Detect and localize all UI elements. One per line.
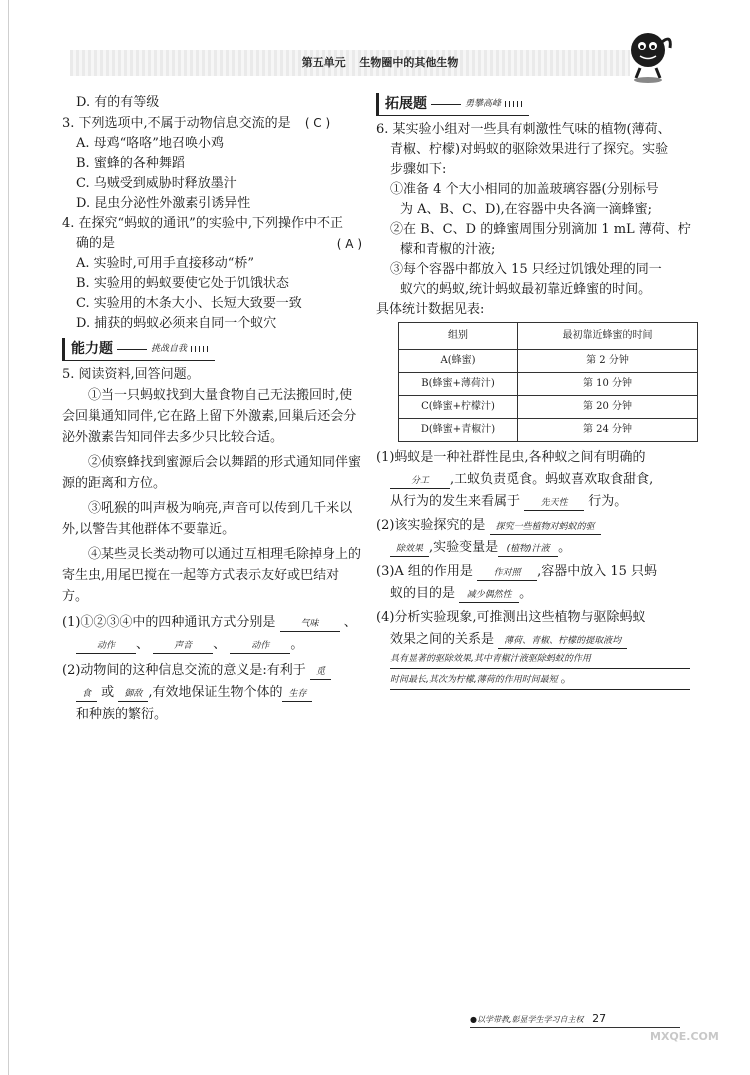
data-table [398,322,698,442]
table-cell: 第 2 分钟 [518,350,698,373]
q6-s2-end: 。 [558,540,572,555]
q6-s3-end: 。 [519,586,533,601]
table-header-row [399,323,698,350]
table-row [399,396,698,419]
q6-s2-answer-2: (植物)汁液 [498,542,558,557]
q6-s1-answer-2: 先天性 [524,496,584,511]
table-row [399,350,698,373]
unit-label: 第五单元 [301,56,346,69]
section-ability-subtitle: 挑战自我 [151,344,188,354]
table-cell: B(蜂蜜+薄荷汁) [399,373,518,396]
q6-s1-answer-1: 分工 [390,474,450,489]
q5-sub1-text: (1)①②③④中的四种通讯方式分别是 [62,615,276,630]
table-row [399,373,698,396]
banner-dash [431,104,461,105]
section-ability-title: 能力题 [71,341,113,357]
q5-sub2-text3: 和种族的繁衍。 [76,707,168,722]
q6-step2-line2: 檬和青椒的汁液; [400,242,496,257]
table-cell: 第 10 分钟 [518,373,698,396]
table-header-cell: 最初靠近蜂蜜的时间 [518,323,698,350]
q5-para-3: ③吼猴的叫声极为响亮,声音可以传到几千米以外,以警告其他群体不要靠近。 [62,501,353,537]
q5-sub1-answer-4: 动作 [230,639,290,654]
mascot-icon [626,28,676,84]
watermark-text: MXQE.COM [650,1030,719,1043]
table-cell: A(蜂蜜) [399,350,518,373]
q6-s2-answer-1: 探究一些植物对蚂蚁的驱 [490,520,601,535]
q4-answer: ( A ) [336,237,362,251]
q6-s3-line2: ,容器中放入 15 只蚂 [537,564,658,579]
q6-s1-line4: 行为。 [588,494,628,509]
page-footer [470,1012,680,1028]
q6-s2-line2: ,实验变量是 [429,540,499,555]
q6-step3-line2: 蚁穴的蚂蚁,统计蚂蚁最初靠近蜂蜜的时间。 [400,282,652,297]
q6-s3-answer-1: 作对照 [477,566,537,581]
q6-stem-line3: 步骤如下: [390,162,447,177]
page-number: 27 [592,1012,607,1025]
q6-s3-line3: 蚁的目的是 [390,586,456,601]
q5-sub2-text2: ,有效地保证生物个体的 [148,685,283,700]
q6-s1-line2: ,工蚁负责觅食。蚂蚁喜欢取食甜食, [450,472,654,487]
q6-s4-line2: 效果之间的关系是 [390,632,495,647]
q3-option-c: C. 乌贼受到威胁时释放墨汁 [76,176,237,191]
question-6 [376,120,712,690]
q4-stem-line2: 确的是 [76,236,116,251]
right-column [376,93,712,690]
q6-s4-line1: (4)分析实验现象,可推测出这些植物与驱除蚂蚁 [376,610,646,625]
q5-para-4: ④某些灵长类动物可以通过互相理毛除掉身上的寄生虫,用尾巴搅在一起等方式表示友好或巴结对方。 [62,547,362,604]
q6-table-intro: 具体统计数据见表: [376,302,485,317]
q6-step1-line1: ①准备 4 个大小相同的加盖玻璃容器(分别标号 [390,182,659,197]
question-3 [62,113,362,214]
q5-sub2-answer-2: 御敌 [118,687,148,702]
section-extension-title: 拓展题 [385,96,427,112]
q5-sub1-answer-3: 声音 [153,639,213,654]
table-cell: 第 24 分钟 [518,419,698,442]
q6-stem-line2: 青椒、柠檬)对蚂蚁的驱除效果进行了探究。实验 [390,142,669,157]
q3-option-b: B. 蜜蜂的各种舞蹈 [76,156,185,171]
unit-title: 生物圈中的其他生物 [359,56,459,69]
scan-edge-line [8,0,9,1075]
section-ability-banner [62,338,215,361]
q6-step1-line2: 为 A、B、C、D),在容器中央各滴一滴蜂蜜; [400,202,653,217]
q4-option-a: A. 实验时,可用手直接移动“桥” [76,256,255,271]
q5-stem: 5. 阅读资料,回答问题。 [62,367,200,382]
banner-tail-mark [191,346,209,352]
q6-s2-line1: (2)该实验探究的是 [376,518,486,533]
section-extension-subtitle: 勇攀高峰 [465,99,502,109]
q4-option-b: B. 实验用的蚂蚁要使它处于饥饿状态 [76,276,289,291]
q4-option-d: D. 捕获的蚂蚁必须来自同一个蚁穴 [76,316,277,331]
q5-sub1-answer-1: 气味 [280,617,340,632]
question-5: 5. 阅读资料,回答问题。 ①当一只蚂蚁找到大量食物自己无法搬回时,使会回巢通知同伴,它在路上留下外激素,回巢后还会分泌外激素告知同伴去多少只比较合适。 ②侦察蜂找到蜜源后会以舞蹈的形式通知同伴蜜源的距离和方位。 ③吼猴的叫声极为响亮,声音可以传到几千米以外,以警告其他群体不要靠近。 ④某些灵长类动物可以通过互相理毛除掉身上的寄生虫,用尾巴搅在一起等方式表示友好或巴结对方。 (1)①②③④中的四种通讯方式分别是 气味 、 动作 、 声音 、 动作 。 (2)动物间的这种信息交流的意义是:有利于 觅 食 或 御敌 ,有效地保证生物个体的 生存 和种族的繁衍。 [62,365,362,725]
q5-sub1-answer-2: 动作 [76,639,136,654]
q2-option-d: D. 有的有等级 [76,95,160,110]
q6-stem-line1: 6. 某实验小组对一些具有刺激性气味的植物(薄荷、 [376,122,671,137]
page-header [250,54,510,70]
q6-s4-answer-2: 具有显著的驱除效果,其中青椒汁液驱除蚂蚁的作用 [390,650,690,669]
banner-tail-mark [505,101,523,107]
table-cell: C(蜂蜜+柠檬汁) [399,396,518,419]
q6-s3-answer-2: 减少偶然性 [459,588,519,603]
table-row [399,419,698,442]
section-extension-banner [376,93,529,116]
q6-s3-line1: (3)A 组的作用是 [376,564,473,579]
table-header-cell: 组别 [399,323,518,350]
q6-s2-answer-1b: 除效果 [390,542,429,557]
banner-dash [117,349,147,350]
footer-motto: ●以学带教,彰显学生学习自主权 [470,1015,584,1024]
q5-sub2-or: 或 [101,685,115,700]
q3-answer: ( C ) [304,116,331,130]
q3-stem: 3. 下列选项中,不属于动物信息交流的是 [62,116,291,131]
q6-s4-answer-3: 时间最长,其次为柠檬,薄荷的作用时间最短 [390,675,558,685]
q5-sub2-answer-3: 生存 [282,687,312,702]
table-cell: 第 20 分钟 [518,396,698,419]
q6-step2-line1: ②在 B、C、D 的蜂蜜周围分别滴加 1 mL 薄荷、柠 [390,222,691,237]
q5-para-1: ①当一只蚂蚁找到大量食物自己无法搬回时,使会回巢通知同伴,它在路上留下外激素,回巢后还会分泌外激素告知同伴去多少只比较合适。 [62,388,357,445]
q5-sub2-text1: (2)动物间的这种信息交流的意义是:有利于 [62,663,306,678]
q5-para-2: ②侦察蜂找到蜜源后会以舞蹈的形式通知同伴蜜源的距离和方位。 [62,455,362,491]
left-column [62,93,362,725]
q5-sub2-answer-1b: 食 [76,687,97,702]
q6-step3-line1: ③每个容器中都放入 15 只经过饥饿处理的同一 [390,262,662,277]
table-cell: D(蜂蜜+青椒汁) [399,419,518,442]
q6-s1-line3: 从行为的发生来看属于 [390,494,521,509]
q3-option-a: A. 母鸡“咯咯”地召唤小鸡 [76,136,224,151]
q5-sub2-answer-1: 觅 [310,665,331,680]
q6-s4-answer-1: 薄荷、青椒、柠檬的提取液均 [498,634,627,649]
question-4 [62,214,362,334]
q6-s1-line1: (1)蚂蚁是一种社群性昆虫,各种蚁之间有明确的 [376,450,646,465]
q6-s4-end: 。 [560,671,573,685]
q4-option-c: C. 实验用的木条大小、长短大致要一致 [76,296,302,311]
q4-stem-line1: 4. 在探究“蚂蚁的通讯”的实验中,下列操作中不正 [62,216,343,231]
q3-option-d: D. 昆虫分泌性外激素引诱异性 [76,196,251,211]
